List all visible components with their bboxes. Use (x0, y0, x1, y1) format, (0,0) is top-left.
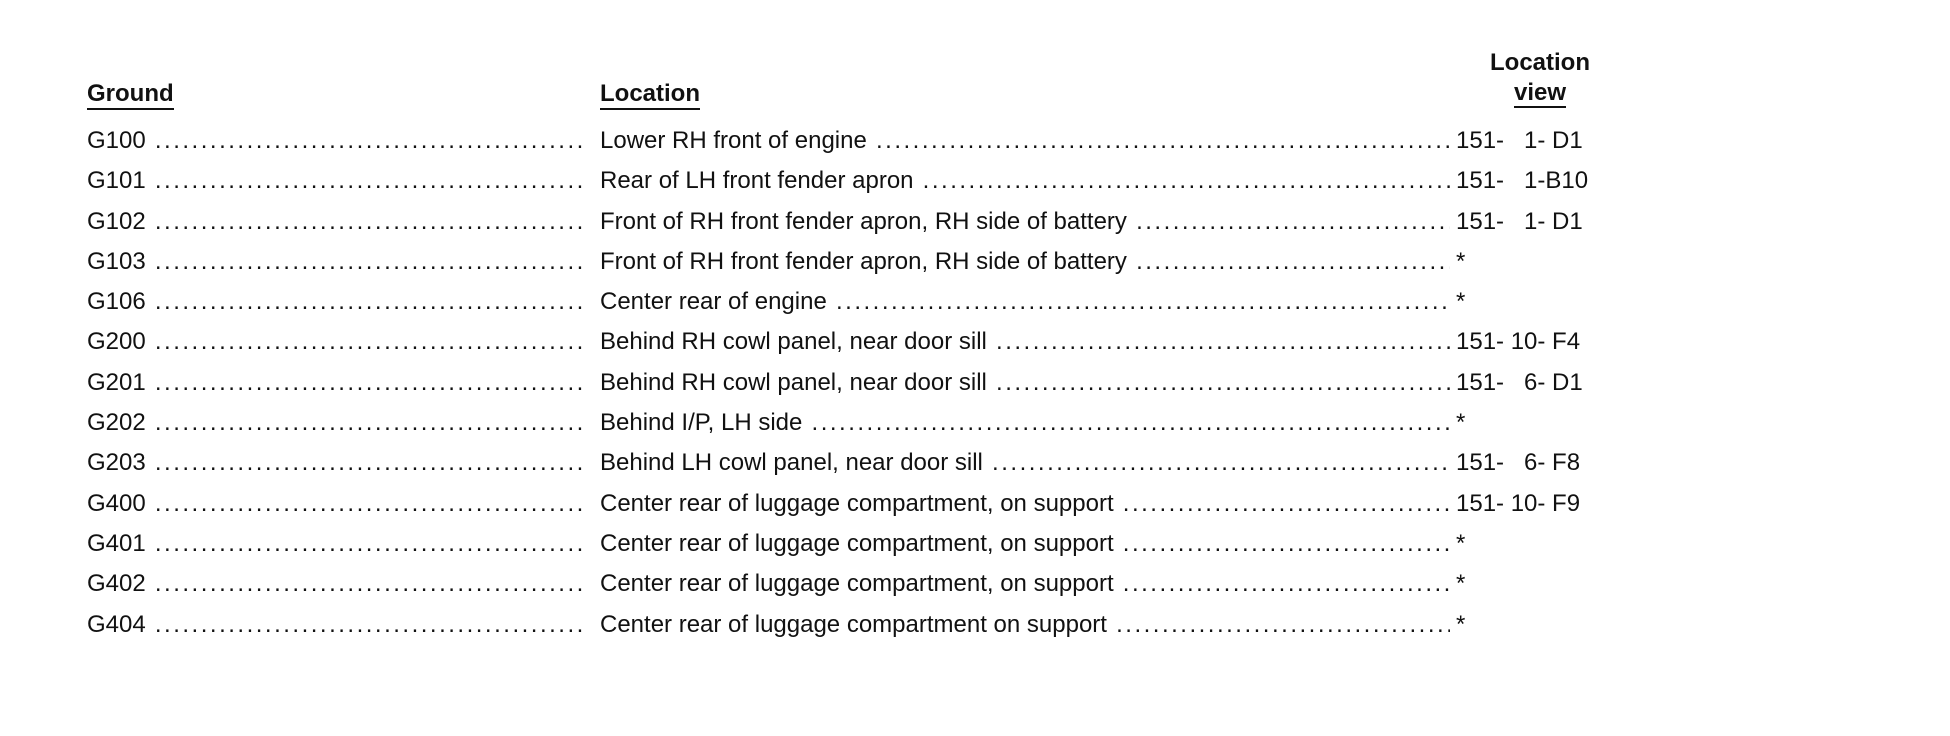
ground-code: G400 ..... (87, 484, 587, 524)
ground-code: G202 ..... (87, 403, 587, 443)
ground-location: Center rear of luggage compartment, on support ..... (600, 524, 1450, 564)
ground-code: G401 ..... (87, 524, 587, 564)
table-row (0, 564, 1950, 604)
ground-code: G200 ..... (87, 322, 587, 362)
table-row (0, 484, 1950, 524)
location-view-ref: 151- 1- D1 (1456, 207, 1583, 235)
ground-location: Center rear of engine ..... (600, 282, 1450, 322)
ground-code: G103 ..... (87, 242, 587, 282)
ground-header: Ground (87, 80, 174, 110)
location-view-ref: 151- 1-B10 (1456, 167, 1589, 195)
location-view-ref: * (1456, 610, 1466, 638)
table-row (0, 363, 1950, 403)
location-view-ref: 151- 10- F9 (1456, 489, 1581, 517)
ground-location: Front of RH front fender apron, RH side of battery ..... (600, 202, 1450, 242)
ground-location: Behind RH cowl panel, near door sill ..... (600, 322, 1450, 362)
location-view-ref: 151- 6- D1 (1456, 368, 1583, 396)
table-row (0, 443, 1950, 483)
ground-location: Center rear of luggage compartment, on support ..... (600, 564, 1450, 604)
table-row (0, 605, 1950, 645)
ground-location: Rear of LH front fender apron ..... (600, 161, 1450, 201)
location-view-ref: 151- 1- D1 (1456, 127, 1583, 154)
location-view-ref: * (1456, 529, 1466, 557)
table-row (0, 202, 1950, 242)
location-view-header (1460, 48, 1620, 108)
location-view-header-line2: view (1513, 79, 1567, 106)
ground-location: Center rear of luggage compartment, on support ..... (600, 484, 1450, 524)
location-view-ref: * (1456, 247, 1466, 275)
location-header: Location (600, 80, 700, 110)
location-view-header-line1: Location (1490, 49, 1590, 76)
ground-location: Behind I/P, LH side ..... (600, 403, 1450, 443)
location-view-ref: * (1456, 288, 1466, 316)
location-view-ref: * (1456, 570, 1466, 598)
ground-location-table (0, 121, 1950, 645)
ground-code: G402 ..... (87, 564, 587, 604)
ground-code: G100 ..... (87, 121, 587, 161)
table-row (0, 121, 1950, 161)
table-row (0, 282, 1950, 322)
ground-code: G404 ..... (87, 605, 587, 645)
ground-code: G201 ..... (87, 363, 587, 403)
ground-location: Lower RH front of engine ..... (600, 121, 1450, 161)
ground-location: Center rear of luggage compartment on support ..... (600, 605, 1450, 645)
ground-code: G102 ..... (87, 202, 587, 242)
location-view-ref: * (1456, 409, 1466, 437)
location-view-ref: 151- 10- F4 (1456, 328, 1581, 356)
ground-location: Behind RH cowl panel, near door sill ..... (600, 363, 1450, 403)
table-row (0, 524, 1950, 564)
ground-code: G101 ..... (87, 161, 587, 201)
table-row (0, 161, 1950, 201)
ground-code: G203 ..... (87, 443, 587, 483)
location-view-ref: 151- 6- F8 (1456, 449, 1581, 477)
ground-location: Front of RH front fender apron, RH side of battery ..... (600, 242, 1450, 282)
table-row (0, 242, 1950, 282)
table-row (0, 403, 1950, 443)
table-row (0, 322, 1950, 362)
ground-code: G106 ..... (87, 282, 587, 322)
ground-location: Behind LH cowl panel, near door sill ..... (600, 443, 1450, 483)
